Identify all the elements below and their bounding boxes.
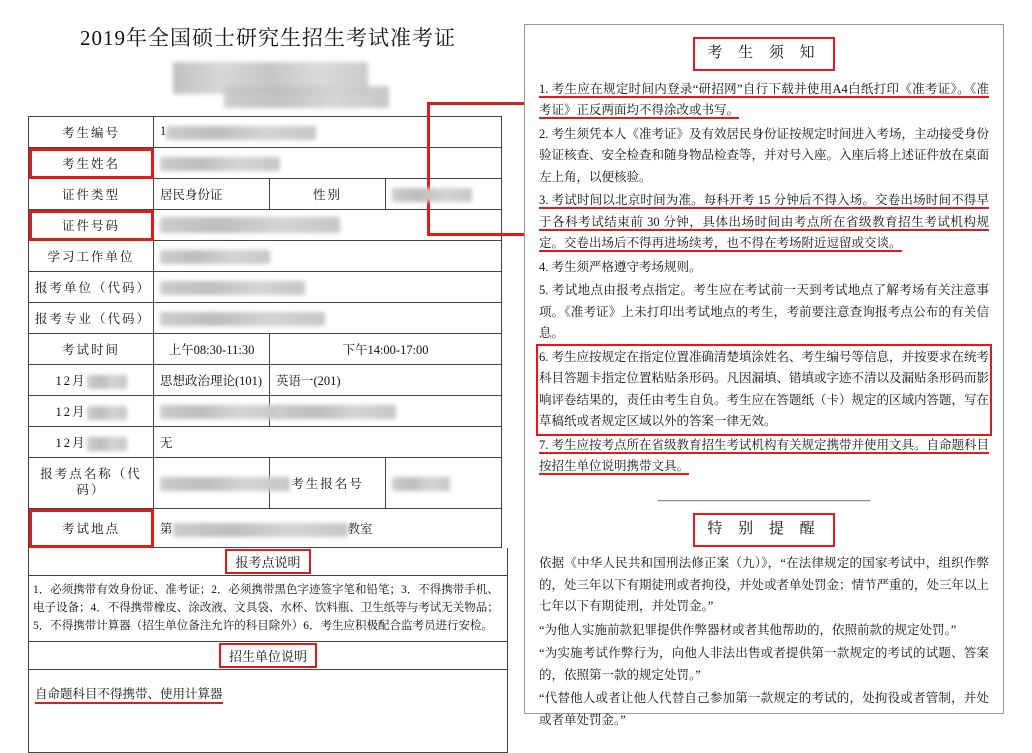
table-row	[29, 458, 502, 509]
special-notice-title	[539, 515, 989, 545]
table-row	[29, 427, 502, 458]
site-note-text: 1．必须携带有效身份证、准考证；2．必须携带黑色字迹签字笔和铅笔；3．不得携带手机、电子设备；4．不得携带橡皮、涂改液、文具袋、水杯、饮料瓶、卫生纸等与考试无关物品；5．不得携带计算器（招生单位备注允许的科目除外）6．考生应积极配合监考员进行安检。	[28, 576, 508, 642]
special-notice-title-text: 特 别 提 醒	[695, 515, 832, 545]
table-row	[29, 334, 502, 365]
value-apply-major	[154, 303, 502, 334]
label-site-name: 报考点名称（代码）	[29, 458, 154, 509]
table-row	[29, 241, 502, 272]
instruction-item: 7. 考生应按考点所在省级教育招生考试机构有关规定携带并使用文具。自命题科目按招生单位说明携带文具。	[539, 437, 990, 474]
notice-paragraph: “为实施考试作弊行为，向他人非法出售或者提供第一款规定的考试的试题、答案的，依照第一款的规定处罚。”	[539, 646, 989, 682]
instruction-item: 3. 考试时间以北京时间为准。每科开考 15 分钟后不得入场。交卷出场时间不得早于各科考试结束前 30 分钟，具体出场时间由考点所在省级教育招生考试机构规定。交卷出场后不得再进场续考，也不得在考场附近逗留或交谈。	[539, 193, 989, 251]
candidate-number-text: 1	[160, 124, 167, 139]
unit-note-header-text: 招生单位说明	[221, 645, 315, 666]
schedule-am-3: 无	[154, 427, 502, 458]
schedule-pm-1: 英语一(201)	[270, 365, 502, 396]
label-candidate-number: 考生编号	[29, 117, 154, 148]
schedule-pm-2	[270, 396, 502, 427]
site-note-header-text: 报考点说明	[227, 551, 308, 572]
label-id-type: 证件类型	[29, 179, 154, 210]
admission-ticket-left	[28, 14, 508, 714]
exam-time-pm: 下午14:00-17:00	[270, 334, 502, 365]
unit-note-header	[28, 642, 508, 670]
instruction-item: 1. 考生应在规定时间内登录“研招网”自行下载并使用A4白纸打印《准考证》。《准考证》正反两面均不得涂改或书写。	[539, 81, 989, 118]
label-id-number: 证件号码	[29, 210, 154, 241]
instruction-item: 2. 考生须凭本人《准考证》及有效居民身份证按规定时间进入考场，主动接受身份验证核查、安全检查和随身物品检查等，并对号入座。入座后将上述证件放在桌面左上角，以便核验。	[539, 126, 990, 184]
notice-paragraph: “代替他人或者让他人代替自己参加第一款规定的考试的，处拘役或者管制，并处或者单处罚金。”	[539, 691, 989, 727]
schedule-am-1: 思想政治理论(101)	[154, 365, 270, 396]
notice-paragraph: 依据《中华人民共和国刑法修正案（九）》，“在法律规定的国家考试中，组织作弊的，处三年以下有期徒刑或者拘役，并处或者单处罚金；情节严重的，处三年以上七年以下有期徒刑，并处罚金。”	[539, 556, 990, 614]
instructions-title	[539, 39, 989, 69]
instruction-item: 4. 考生须严格遵守考场规则。	[539, 259, 702, 274]
value-site-name	[154, 458, 270, 509]
schedule-date-1: 12月	[29, 365, 154, 396]
table-row	[29, 272, 502, 303]
label-apply-unit: 报考单位（代码）	[29, 272, 154, 303]
value-apply-unit	[154, 272, 502, 303]
table-row	[29, 365, 502, 396]
table-row	[29, 303, 502, 334]
unit-note-body	[28, 670, 508, 753]
label-candidate-name: 考生姓名	[29, 148, 154, 179]
value-exam-place: 第 教室	[154, 509, 502, 548]
value-exam-no	[386, 458, 502, 509]
exam-time-am: 上午08:30-11:30	[154, 334, 270, 365]
label-gender: 性别	[270, 179, 386, 210]
schedule-date-2: 12月	[29, 396, 154, 427]
table-row	[29, 509, 502, 548]
notice-paragraph: “为他人实施前款犯罪提供作弊器材或者其他帮助的，依照前款的规定处罚。”	[539, 622, 957, 637]
instruction-item: 5. 考试地点由报考点指定。考生应在考试前一天到考试地点了解考场有关注意事项。《准考证》上未打印出考试地点的考生，考前要注意查询报考点公布的有关信息。	[539, 283, 989, 341]
schedule-am-2	[154, 396, 270, 427]
photo-box	[427, 102, 533, 236]
instruction-item: 6. 考生应按规定在指定位置准确清楚填涂姓名、考生编号等信息，并按要求在统考科目答题卡指定位置粘贴条形码。凡因漏填、错填或字迹不清以及漏贴条形码而影响评卷结果的，责任由考生自负。考生应在答题纸（卡）规定的区域内答题，写在草稿纸或者规定区域以外的答案一律无效。	[539, 347, 989, 433]
value-work-unit	[154, 241, 502, 272]
page-title: 2019年全国硕士研究生招生考试准考证	[80, 26, 456, 50]
schedule-date-3: 12月	[29, 427, 154, 458]
label-work-unit: 学习工作单位	[29, 241, 154, 272]
label-exam-time: 考试时间	[29, 334, 154, 365]
section-divider: —————————————————	[657, 492, 871, 507]
label-exam-no: 考生报名号	[270, 458, 386, 509]
table-row	[29, 396, 502, 427]
site-note-header	[28, 548, 508, 576]
label-exam-place: 考试地点	[29, 509, 154, 548]
instructions-title-text: 考 生 须 知	[695, 39, 832, 69]
unit-note-text: 自命题科目不得携带、使用计算器	[35, 687, 223, 704]
value-id-type: 居民身份证	[154, 179, 270, 210]
candidate-instructions-right	[524, 24, 1004, 727]
redacted-subtitle-top	[224, 86, 389, 108]
label-apply-major: 报考专业（代码）	[29, 303, 154, 334]
